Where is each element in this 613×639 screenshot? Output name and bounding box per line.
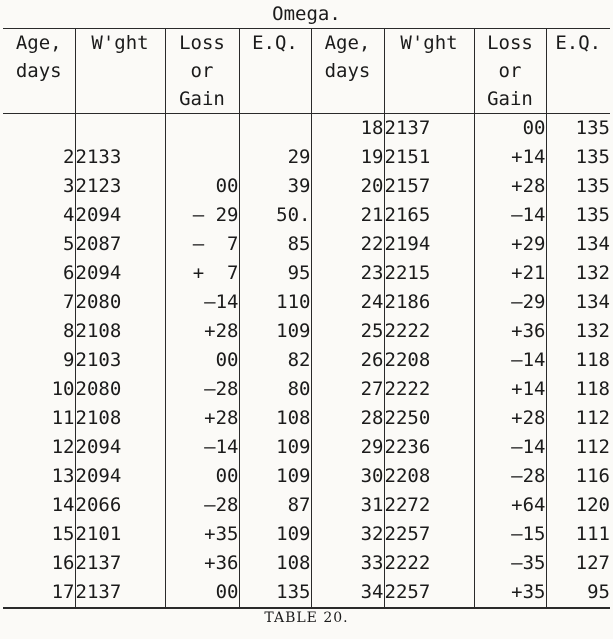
table-cell: 10 <box>51 378 75 400</box>
column-header <box>384 29 474 114</box>
table-cell: —28 <box>474 462 546 491</box>
table-cell: —14 <box>165 433 239 462</box>
table-cell: 2208 <box>384 462 474 491</box>
table-cell: 2222 <box>384 549 474 578</box>
column-header-text: days <box>15 60 62 82</box>
table-cell: 39 <box>239 172 311 201</box>
table-cell: —15 <box>474 520 546 549</box>
table-cell: +28 <box>165 317 239 346</box>
table-cell: 2087 <box>75 230 165 259</box>
table-cell <box>165 114 239 144</box>
table-cell: 135 <box>546 114 610 144</box>
column-header-text: E.Q. <box>252 32 298 54</box>
table-row <box>3 288 610 317</box>
table-cell: —29 <box>474 288 546 317</box>
table-cell: 23 <box>311 259 384 288</box>
table-row <box>3 201 610 230</box>
table-cell: 24 <box>311 288 384 317</box>
table-cell: 109 <box>239 520 311 549</box>
column-header-text: Loss <box>179 32 225 54</box>
column-header-text: Loss <box>487 32 533 54</box>
table-cell: 14 <box>51 494 75 516</box>
table-cell: +35 <box>165 520 239 549</box>
table-row <box>3 114 610 144</box>
table-cell: 20 <box>311 172 384 201</box>
table-cell: 2250 <box>384 404 474 433</box>
table-cell: 120 <box>546 491 610 520</box>
table-row <box>3 433 610 462</box>
table-cell: 2080 <box>75 375 165 404</box>
table-cell: 2080 <box>75 288 165 317</box>
table-cell: 25 <box>311 317 384 346</box>
table-cell: +28 <box>474 404 546 433</box>
column-header-text: E.Q. <box>555 32 602 54</box>
table-cell: 127 <box>546 549 610 578</box>
table-cell: 2257 <box>384 578 474 608</box>
table-cell: 2272 <box>384 491 474 520</box>
column-header-text: W'ght <box>91 32 149 54</box>
column-header <box>311 29 384 114</box>
table-cell: —35 <box>474 549 546 578</box>
table-cell: 82 <box>239 346 311 375</box>
table-row <box>3 346 610 375</box>
table-cell: + 7 <box>165 259 239 288</box>
table-cell: 2222 <box>384 317 474 346</box>
table-cell: 2101 <box>75 520 165 549</box>
table-cell: 00 <box>474 114 546 144</box>
table-row <box>3 520 610 549</box>
table-cell: 112 <box>546 433 610 462</box>
table-cell: —14 <box>165 288 239 317</box>
table-cell: 00 <box>165 462 239 491</box>
table-cell: 32 <box>311 520 384 549</box>
table-cell: 4 <box>63 204 75 226</box>
table-cell: 18 <box>311 114 384 144</box>
table-cell: —14 <box>474 346 546 375</box>
table-row <box>3 143 610 172</box>
table-cell: 16 <box>51 552 75 574</box>
column-header <box>546 29 610 114</box>
table-cell: 8 <box>63 320 75 342</box>
column-header-text: Age, <box>15 32 62 54</box>
table-cell: 2103 <box>75 346 165 375</box>
table-row <box>3 404 610 433</box>
table-cell: 95 <box>239 259 311 288</box>
table-cell: +14 <box>474 143 546 172</box>
table-cell: 2 <box>63 146 75 168</box>
table-cell: 118 <box>546 375 610 404</box>
header-row <box>3 29 610 114</box>
table-cell: 29 <box>239 143 311 172</box>
table-cell: —28 <box>165 375 239 404</box>
table-row <box>3 549 610 578</box>
table-cell: 31 <box>311 491 384 520</box>
table-cell: 29 <box>311 433 384 462</box>
column-header-text: or <box>498 60 522 82</box>
table-row <box>3 172 610 201</box>
table-row <box>3 317 610 346</box>
table-cell: 9 <box>63 349 75 371</box>
table-cell: 2094 <box>75 462 165 491</box>
table-cell: 109 <box>239 433 311 462</box>
column-header <box>239 29 311 114</box>
table-cell: 116 <box>546 462 610 491</box>
table-cell: +36 <box>165 549 239 578</box>
table-cell: 50. <box>239 201 311 230</box>
table-cell: 17 <box>3 578 75 608</box>
table-cell: 5 <box>63 233 75 255</box>
table-title: Omega. <box>272 3 341 25</box>
table-cell: 134 <box>546 288 610 317</box>
table-cell: 34 <box>311 578 384 608</box>
table-cell: 95 <box>546 578 610 608</box>
table-cell: 26 <box>311 346 384 375</box>
table-cell: +28 <box>474 172 546 201</box>
table-cell: 00 <box>165 172 239 201</box>
table-cell: 00 <box>165 346 239 375</box>
table-cell <box>165 143 239 172</box>
table-cell: +28 <box>165 404 239 433</box>
table-cell: 2215 <box>384 259 474 288</box>
column-header <box>474 29 546 114</box>
table-cell: 22 <box>311 230 384 259</box>
column-header-text: Age, <box>324 32 371 54</box>
table-cell: 80 <box>239 375 311 404</box>
table-cell: 2137 <box>384 114 474 144</box>
table-cell: 28 <box>311 404 384 433</box>
table-cell: 00 <box>165 578 239 608</box>
table-cell: 110 <box>239 288 311 317</box>
table-cell: 135 <box>239 578 311 608</box>
table-body <box>3 114 610 609</box>
table-cell <box>239 114 311 144</box>
table-cell: 2108 <box>75 317 165 346</box>
column-header <box>3 29 75 114</box>
table-cell: +14 <box>474 375 546 404</box>
table-cell: 6 <box>63 262 75 284</box>
table-cell: 2123 <box>75 172 165 201</box>
table-cell: 87 <box>239 491 311 520</box>
table-cell: +29 <box>474 230 546 259</box>
table-cell: 135 <box>546 172 610 201</box>
table-cell: 21 <box>311 201 384 230</box>
table-cell: 108 <box>239 404 311 433</box>
table-cell: 135 <box>546 143 610 172</box>
table-cell: 2108 <box>75 404 165 433</box>
table-cell: 134 <box>546 230 610 259</box>
table-cell: 2066 <box>75 491 165 520</box>
column-header-text: days <box>324 60 371 82</box>
table-cell: +64 <box>474 491 546 520</box>
table-cell: 135 <box>546 201 610 230</box>
table-cell: 2133 <box>75 143 165 172</box>
table-cell: 13 <box>51 465 75 487</box>
table-cell: 2157 <box>384 172 474 201</box>
table-cell: 109 <box>239 317 311 346</box>
table-cell: 3 <box>63 175 75 197</box>
table-row <box>3 230 610 259</box>
table-row <box>3 462 610 491</box>
table-cell: 2222 <box>384 375 474 404</box>
table-row <box>3 259 610 288</box>
table-cell: 2194 <box>384 230 474 259</box>
table-cell: 112 <box>546 404 610 433</box>
table-cell: 2094 <box>75 201 165 230</box>
table-cell: —14 <box>474 201 546 230</box>
column-header-text: Gain <box>487 88 533 110</box>
table-cell: 132 <box>546 259 610 288</box>
table-cell: —14 <box>474 433 546 462</box>
table-cell: 15 <box>51 523 75 545</box>
table-cell: 109 <box>239 462 311 491</box>
table-cell: 108 <box>239 549 311 578</box>
column-header-text: Gain <box>179 88 225 110</box>
table-cell: 30 <box>311 462 384 491</box>
table-cell: 2094 <box>75 433 165 462</box>
column-header-text: or <box>190 60 214 82</box>
table-cell: 33 <box>311 549 384 578</box>
column-header <box>75 29 165 114</box>
column-header <box>165 29 239 114</box>
table-cell: 2137 <box>75 549 165 578</box>
table-row <box>3 375 610 404</box>
table-cell <box>3 114 75 144</box>
table-cell: 11 <box>51 407 75 429</box>
table-header <box>3 29 610 114</box>
table-cell: 27 <box>311 375 384 404</box>
table-cell: 132 <box>546 317 610 346</box>
table-cell: 2094 <box>75 259 165 288</box>
table-cell <box>75 114 165 144</box>
table-cell: — 7 <box>165 230 239 259</box>
table-row <box>3 578 610 608</box>
data-table <box>3 28 610 609</box>
table-cell: 2165 <box>384 201 474 230</box>
table-cell: 85 <box>239 230 311 259</box>
column-header-text: W'ght <box>400 32 458 54</box>
table-cell: 7 <box>63 291 75 313</box>
table-cell: 2186 <box>384 288 474 317</box>
table-caption: TABLE 20. <box>264 610 349 626</box>
table-cell: 19 <box>311 143 384 172</box>
table-cell: 12 <box>51 436 75 458</box>
table-cell: 111 <box>546 520 610 549</box>
table-cell: 2236 <box>384 433 474 462</box>
table-cell: 2208 <box>384 346 474 375</box>
table-cell: 2137 <box>75 578 165 608</box>
table-cell: — 29 <box>165 201 239 230</box>
table-cell: +21 <box>474 259 546 288</box>
table-cell: +36 <box>474 317 546 346</box>
table-cell: 2257 <box>384 520 474 549</box>
table-cell: 2151 <box>384 143 474 172</box>
table-cell: 118 <box>546 346 610 375</box>
table-row <box>3 491 610 520</box>
table-cell: —28 <box>165 491 239 520</box>
table-cell: +35 <box>474 578 546 608</box>
